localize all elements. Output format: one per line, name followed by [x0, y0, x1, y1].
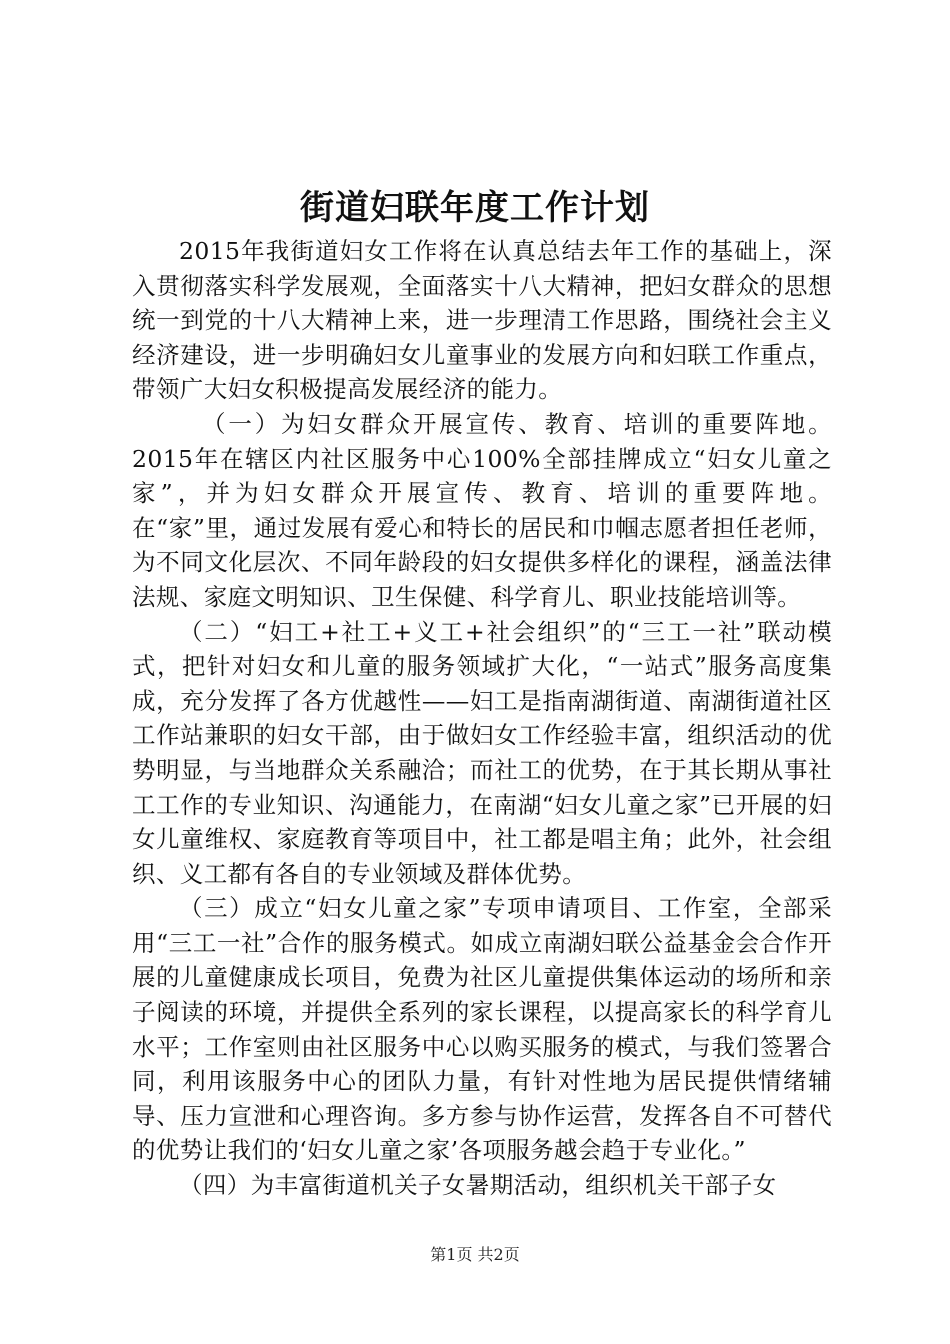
- paragraph-section-2: （二）“妇工+社工+义工+社会组织”的“三工一社”联动模式，把针对妇女和儿童的服务领域扩大化，“一站式”服务高度集成，充分发挥了各方优越性——妇工是指南湖街道、南湖街道社区工作站兼职的妇女干部，由于做妇女工作经验丰富，组织活动的优势明显，与当地群众关系融洽；而社工的优势，在于其长期从事社工工作的专业知识、沟通能力，在南湖“妇女儿童之家”已开展的妇女儿童维权、家庭教育等项目中，社工都是唱主角；此外，社会组织、义工都有各自的专业领域及群体优势。: [132, 617, 832, 888]
- document-body: [132, 234, 832, 1203]
- paragraph-section-3: （三）成立“妇女儿童之家”专项申请项目、工作室，全部采用“三工一社”合作的服务模式。如成立南湖妇联公益基金会合作开展的儿童健康成长项目，免费为社区儿童提供集体运动的场所和亲子阅读的环境，并提供全系列的家长课程，以提高家长的科学育儿水平；工作室则由社区服务中心以购买服务的模式，与我们签署合同，利用该服务中心的团队力量，有针对性地为居民提供情绪辅导、压力宣泄和心理咨询。多方参与协作运营，发挥各自不可替代的优势让我们的‘妇女儿童之家’各项服务越会趋于专业化。”: [132, 894, 832, 1165]
- paragraph-section-4: （四）为丰富街道机关子女暑期活动，组织机关干部子女: [179, 1171, 777, 1200]
- paragraph-section-1: （一）为妇女群众开展宣传、教育、培训的重要阵地。2015年在辖区内社区服务中心100%全部挂牌成立“妇女儿童之家”，并为妇女群众开展宣传、教育、培训的重要阵地。在“家”里，通过发展有爱心和特长的居民和巾帼志愿者担任老师，为不同文化层次、不同年龄段的妇女提供多样化的课程，涵盖法律法规、家庭文明知识、卫生保健、科学育儿、职业技能培训等。: [132, 409, 832, 611]
- page-footer: 第1页 共2页: [430, 1245, 520, 1264]
- document-title: 街道妇联年度工作计划: [300, 188, 650, 228]
- paragraph-intro: 2015年我街道妇女工作将在认真总结去年工作的基础上，深入贯彻落实科学发展观，全面落实十八大精神，把妇女群众的思想统一到党的十八大精神上来，进一步理清工作思路，围绕社会主义经济建设，进一步明确妇女儿童事业的发展方向和妇联工作重点，带领广大妇女积极提高发展经济的能力。: [132, 237, 832, 404]
